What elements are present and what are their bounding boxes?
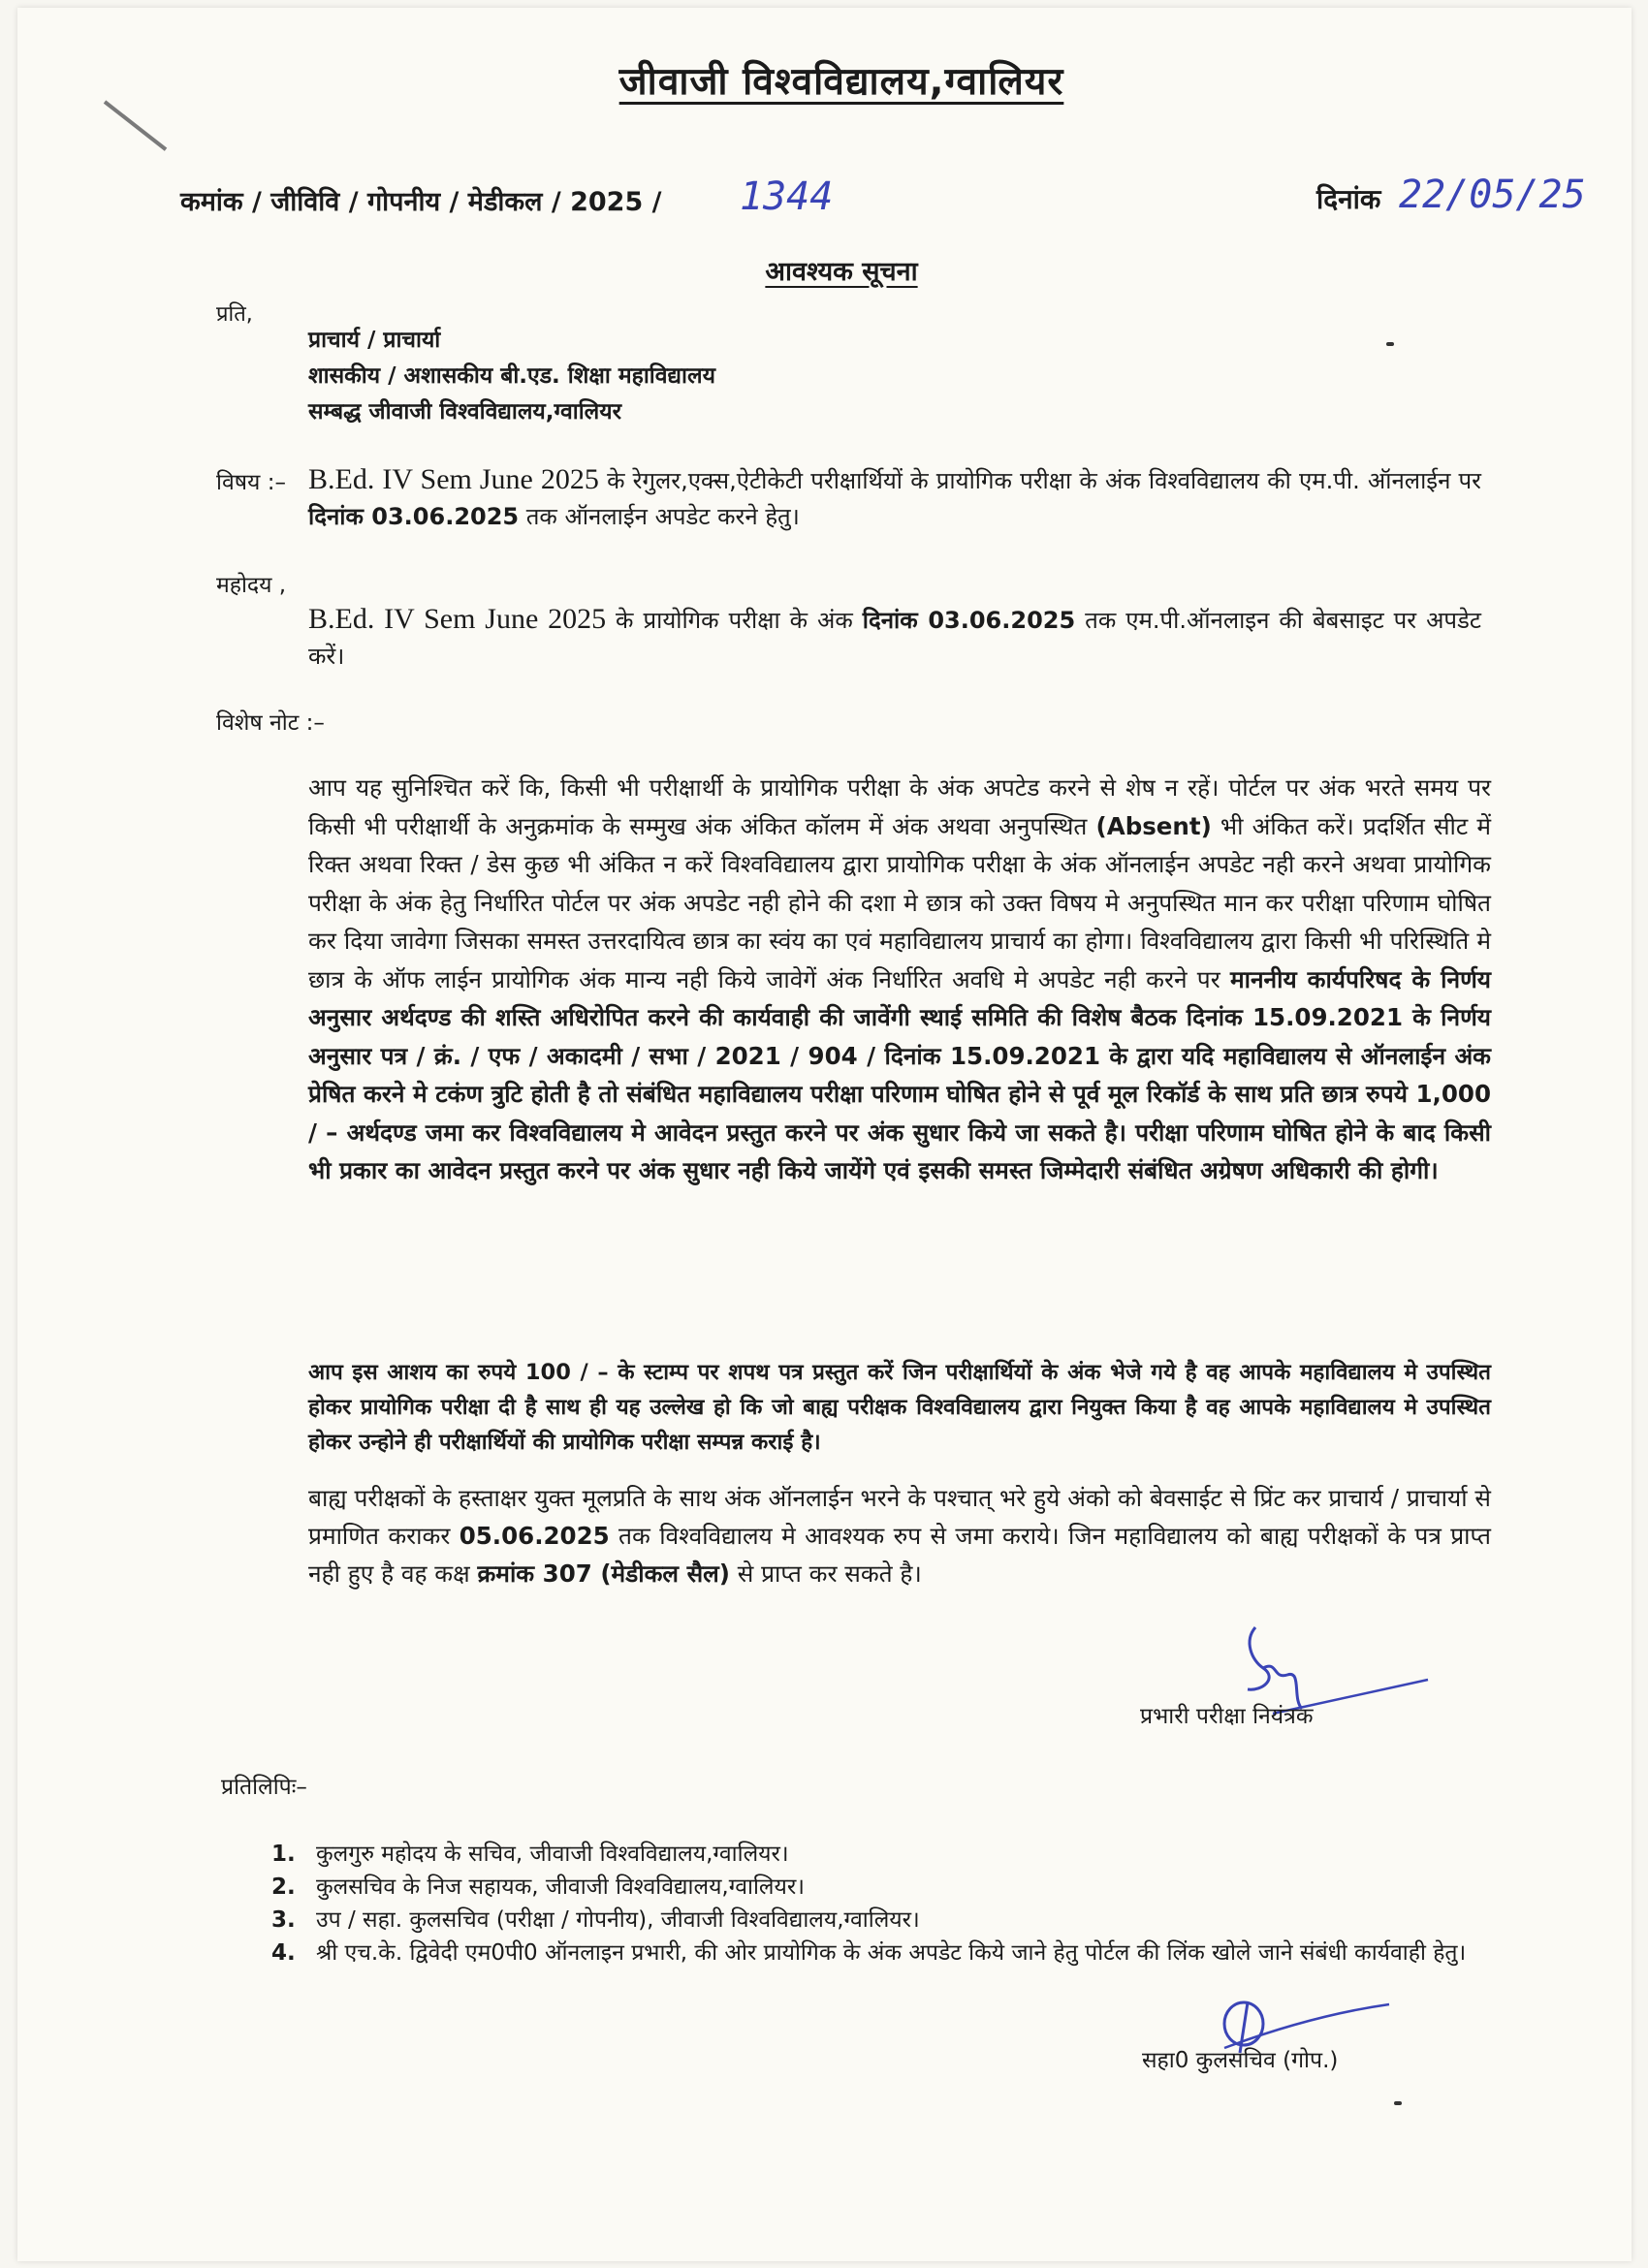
submission-part3: से प्राप्त कर सकते है।	[729, 1559, 922, 1588]
submission-part2: तक विश्वविद्यालय मे आवश्यक रुप से जमा कराये। जिन महाविद्यालय को बाह्य परीक्षकों के पत्र प्राप्त नही हुए है वह कक्ष	[308, 1522, 1491, 1588]
intro-text-part1: के प्रायोगिक परीक्षा के अंक	[606, 607, 863, 634]
submission-part1: बाह्य परीक्षकों के हस्ताक्षर युक्त मूलप्रति के साथ अंक ऑनलाईन भरने के पश्चात् भरे हुये अंको को बेवसाईट से प्रिंट कर प्राचार्य / प्राचार्या से प्रमाणित कराकर	[308, 1484, 1491, 1550]
addressee-line-2: शासकीय / अशासकीय बी.एड. शिक्षा महाविद्यालय	[308, 363, 715, 389]
list-item-text: कुलसचिव के निज सहायक, जीवाजी विश्वविद्यालय,ग्वालियर।	[316, 1874, 805, 1900]
notice-title: आवश्यक सूचना	[765, 257, 918, 287]
list-item-number: 1.	[271, 1842, 296, 1867]
copy-to-label: प्रतिलिपिः–	[221, 1775, 307, 1800]
list-item-number: 2.	[271, 1874, 296, 1900]
list-item-text: श्री एच.के. द्विवेदी एम0पी0 ऑनलाइन प्रभारी, की ओर प्रायोगिक के अंक अपडेट किये जाने हेतु पोर्टल की लिंक खोले जाने संबंधी कार्यवाही हेतु।	[316, 1940, 1467, 1966]
handwritten-reference-number: 1344	[740, 174, 834, 219]
list-item-text: उप / सहा. कुलसचिव (परीक्षा / गोपनीय), जीवाजी विश्वविद्यालय,ग्वालियर।	[316, 1907, 920, 1933]
intro-text-part2: तक एम.पी.ऑनलाइन की बेबसाइट पर अपडेट करें।	[308, 607, 1481, 670]
document-page	[17, 8, 1632, 2261]
submission-paragraph	[308, 1479, 1491, 1592]
subject-text-part2: तक ऑनलाईन अपडेट करने हेतु।	[519, 503, 800, 530]
main-para-penalty-text: माननीय कार्यपरिषद के निर्णय अनुसार अर्थदण्ड की शस्ति अधिरोपित करने की कार्यवाही की जावेंगी स्थाई समिति की विशेष बैठक दिनांक 15.09.2021 के निर्णय अनुसार पत्र / क्रं. / एफ / अकादमी / सभा / 2021 / 904 / दिनांक 15.09.2021 के द्वारा यदि महाविद्यालय से ऑनलाईन अंक प्रेषित करने मे टकंण त्रुटि होती है तो संबंधित महाविद्यालय परीक्षा परिणाम घोषित होने से पूर्व मूल रिकॉर्ड के साथ प्रति छात्र रुपये 1,000 / – अर्थदण्ड जमा कर विश्वविद्यालय मे आवेदन प्रस्तुत करने पर अंक सुधार किये जा सकते है। परीक्षा परिणाम घोषित होने के बाद किसी भी प्रकार का आवेदन प्रस्तुत करने पर अंक सुधार नही किये जायेंगे एवं इसकी समस्त जिम्मेदारी संबंधित अग्रेषण अधिकारी की होगी।	[308, 964, 1492, 1184]
subject-course: B.Ed. IV Sem June 2025	[308, 463, 599, 495]
list-item	[271, 1838, 1493, 1871]
subject-date: दिनांक 03.06.2025	[308, 503, 520, 530]
salutation: महोदय ,	[216, 573, 287, 598]
intro-course: B.Ed. IV Sem June 2025	[308, 603, 607, 635]
main-para-part2: भी अंकित करें। प्रदर्शित सीट में रिक्त अथवा रिक्त / डेस कुछ भी अंकित न करें विश्वविद्यालय द्वारा प्रायोगिक परीक्षा के अंक ऑनलाईन अपडेट नही करने अथवा प्रायोगिक परीक्षा के अंक हेतु निर्धारित पोर्टल पर अंक अपडेट नही होने की दशा मे छात्र को उक्त विषय मे अनुपस्थित मान कर परीक्षा परिणाम घोषित कर दिया जावेगा जिसका समस्त उत्तरदायित्व छात्र का स्वंय का एवं महाविद्यालय प्राचार्य का होगा। विश्वविद्यालय द्वारा किसी भी परिस्थिति मे छात्र के ऑफ लाईन प्रायोगिक अंक मान्य नही किये जावेगें अंक निर्धारित अवधि मे अपडेट नही करने पर	[308, 811, 1491, 993]
intro-date: दिनांक 03.06.2025	[862, 607, 1076, 634]
signatory-assistant-registrar: सहा0 कुलसचिव (गोप.)	[1142, 2048, 1339, 2073]
university-title: जीवाजी विश्वविद्यालय,ग्वालियर	[618, 60, 1064, 104]
special-note-label: विशेष नोट :–	[216, 710, 325, 736]
subject-label: विषय :–	[216, 470, 286, 495]
signatory-controller: प्रभारी परीक्षा नियंत्रक	[1140, 1704, 1314, 1729]
main-para-part1: आप यह सुनिश्चित करें कि, किसी भी परीक्षार्थी के प्रायोगिक परीक्षा के अंक अपटेड करने से शेष न रहें। पोर्टल पर अंक भरते समय पर किसी भी परीक्षार्थी के अनुक्रमांक के सम्मुख अंक अंकित कॉलम में अंक अथवा अनुपस्थित	[308, 773, 1491, 840]
list-item	[271, 1937, 1493, 1969]
reference-number: कमांक / जीविवि / गोपनीय / मेडीकल / 2025 /	[180, 187, 662, 217]
list-item-number: 3.	[271, 1907, 296, 1933]
room-number: क्रमांक 307 (मेडीकल सैल)	[477, 1559, 730, 1588]
addressee-to-label: प्रति,	[216, 302, 253, 327]
staple-mark	[104, 100, 168, 150]
ink-speck	[1386, 342, 1394, 346]
intro-paragraph	[308, 601, 1481, 675]
absent-term: (Absent)	[1095, 811, 1212, 840]
list-item-text: कुलगुरु महोदय के सचिव, जीवाजी विश्वविद्यालय,ग्वालियर।	[316, 1842, 789, 1867]
affidavit-paragraph: आप इस आशय का रुपये 100 / – के स्टाम्प पर शपथ पत्र प्रस्तुत करें जिन परीक्षार्थियों के अंक भेजे गये है वह आपके महाविद्यालय मे उपस्थित होकर प्रायोगिक परीक्षा दी है साथ ही यह उल्लेख हो कि जो बाह्य परीक्षक विश्वविद्यालय द्वारा नियुक्त किया है वह आपके महाविद्यालय मे उपस्थित होकर उन्होने ही परीक्षार्थियों की प्रायोगिक परीक्षा सम्पन्न कराई है।	[308, 1360, 1491, 1455]
list-item	[271, 1871, 1493, 1904]
list-item	[271, 1904, 1493, 1937]
copy-to-list	[271, 1838, 1493, 1969]
subject-text	[308, 461, 1481, 535]
list-item-number: 4.	[271, 1940, 296, 1966]
ink-speck	[1394, 2101, 1402, 2105]
subject-text-part1: के रेगुलर,एक्स,ऐटीकेटी परीक्षार्थियों के प्रायोगिक परीक्षा के अंक विश्वविद्यालय की एम.पी. ऑनलाईन पर	[598, 467, 1481, 494]
addressee-line-3: सम्बद्ध जीवाजी विश्वविद्यालय,ग्वालियर	[308, 399, 622, 425]
addressee-line-1: प्राचार्य / प्राचार्या	[308, 328, 441, 353]
submission-date: 05.06.2025	[459, 1522, 610, 1550]
main-paragraph	[308, 769, 1491, 1190]
handwritten-date: 22/05/25	[1399, 173, 1586, 217]
date-label: दिनांक	[1316, 183, 1381, 215]
